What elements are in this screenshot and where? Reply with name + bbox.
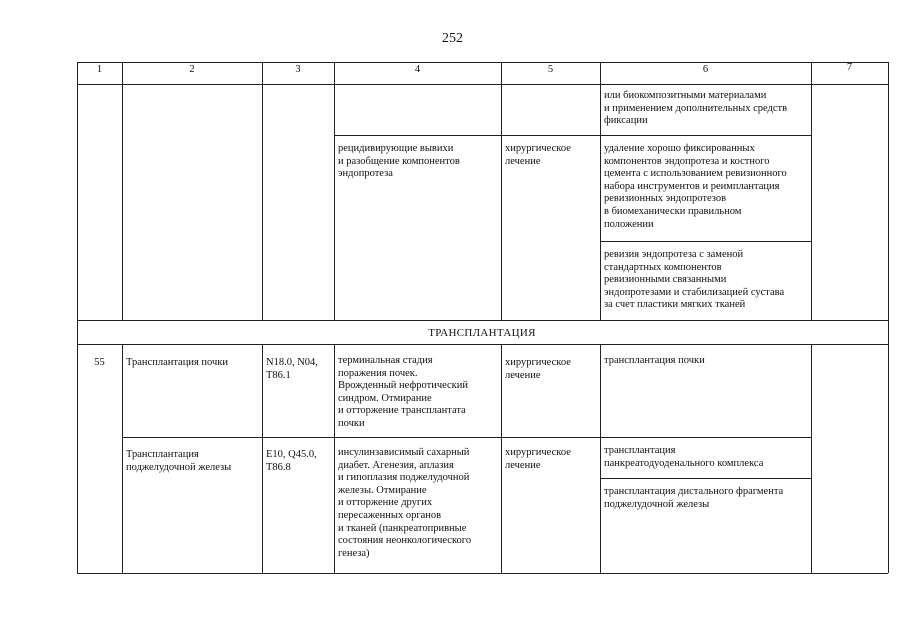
header-divider bbox=[77, 84, 888, 85]
column-header-2: 2 bbox=[189, 64, 195, 75]
treatment-type-pancreas: хирургическое лечение bbox=[505, 447, 571, 471]
icd-codes-kidney: N18.0, N04, T86.1 bbox=[266, 357, 318, 381]
model-patient-kidney: терминальная стадия поражения почек. Врожденный нефротический синдром. Отмирание и отторжение трансплантата почки bbox=[338, 355, 469, 429]
treatment-type-kidney: хирургическое лечение bbox=[505, 357, 571, 381]
col-border bbox=[888, 62, 889, 320]
col-border bbox=[122, 344, 123, 573]
section-border bbox=[888, 320, 889, 344]
treatment-type-recurrent: хирургическое лечение bbox=[505, 143, 571, 167]
method-pancreatoduodenal: трансплантация панкреатодуоденального комплекса bbox=[604, 445, 764, 469]
section-bottom bbox=[77, 344, 888, 345]
column-header-4: 4 bbox=[414, 64, 421, 75]
column-header-3: 3 bbox=[295, 64, 301, 75]
table-border-bottom bbox=[77, 573, 888, 574]
col-border bbox=[600, 344, 601, 573]
row-divider bbox=[334, 135, 811, 136]
model-patient-recurrent: рецидивирующие вывихи и разобщение компонентов эндопротеза bbox=[338, 143, 460, 180]
col-border bbox=[600, 62, 601, 320]
col-border bbox=[501, 62, 502, 320]
column-header-6: 6 bbox=[702, 64, 709, 75]
col-border bbox=[811, 344, 812, 573]
col-border bbox=[77, 344, 78, 573]
col-border bbox=[501, 344, 502, 573]
col-border bbox=[122, 62, 123, 320]
method-distal-pancreas: трансплантация дистального фрагмента поджелудочной железы bbox=[604, 486, 784, 510]
page-number: 252 bbox=[442, 31, 463, 46]
method-revision-replacement: ревизия эндопротеза с заменой стандартных компонентов ревизионными связанными эндопротезами и стабилизацией сустава за счет пластики мягких тканей bbox=[604, 249, 785, 311]
icd-codes-pancreas: E10, Q45.0, T86.8 bbox=[266, 449, 317, 473]
method-revision-removal: удаление хорошо фиксированных компонентов эндопротеза и костного цемента с использованием ревизионного набора инструментов и реимплантация ревизионных эндопротезов в биомеханически правильном положении bbox=[604, 143, 787, 230]
col-border bbox=[334, 62, 335, 320]
method-continuation: или биокомпозитными материалами и применением дополнительных средств фиксации bbox=[604, 90, 788, 127]
col-border bbox=[888, 344, 889, 573]
row-divider bbox=[600, 241, 811, 242]
section-title: ТРАНСПЛАНТАЦИЯ bbox=[428, 327, 536, 339]
model-patient-pancreas: инсулинзависимый сахарный диабет. Агенезия, аплазия и гипоплазия поджелудочной железы. Отмирание и отторжение других пересаженных органов и тканей (панкреатопривные состояния неонкологического генеза) bbox=[338, 447, 472, 559]
care-type-pancreas: Трансплантация поджелудочной железы bbox=[126, 449, 232, 473]
column-header-1: 1 bbox=[96, 64, 103, 75]
table-border-top bbox=[77, 62, 888, 63]
section-top bbox=[77, 320, 888, 321]
col-border bbox=[77, 62, 78, 320]
col-border bbox=[262, 62, 263, 320]
row-divider bbox=[600, 478, 811, 479]
column-header-5: 5 bbox=[547, 64, 554, 75]
row-number: 55 bbox=[94, 357, 105, 368]
row-divider bbox=[122, 437, 811, 438]
method-kidney: трансплантация почки bbox=[604, 355, 705, 366]
col-border bbox=[811, 62, 812, 320]
column-header-7: 7 bbox=[846, 62, 853, 73]
col-border bbox=[262, 344, 263, 573]
col-border bbox=[334, 344, 335, 573]
care-type-kidney: Трансплантация почки bbox=[126, 357, 229, 368]
